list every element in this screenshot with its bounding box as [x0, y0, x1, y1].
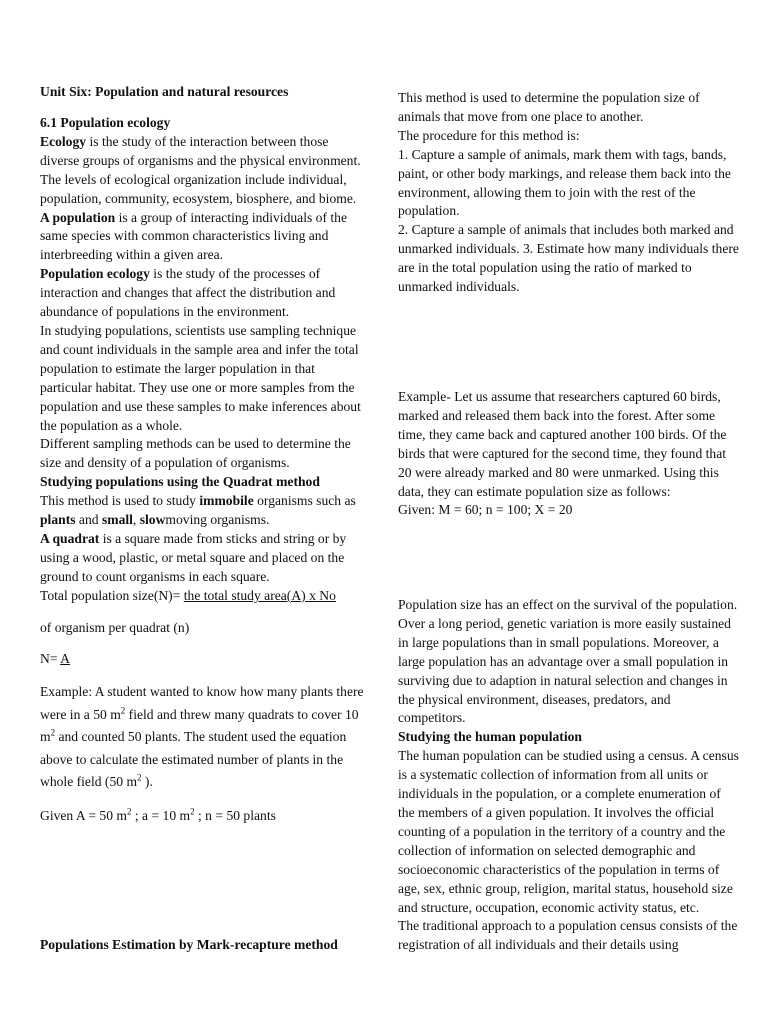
section-title: 6.1 Population ecology	[40, 115, 171, 130]
mark-recapture-block	[398, 89, 740, 297]
census-paragraph: The human population can be studied using a census. A census is a systematic collection of information from all units or individuals in the population, or a complete enumeration of the members of a given population. It involves the official counting of a population in the territory of a country and the collection of information on selected demographic and socioeconomic characteristics of the population in terms of age, sex, ethnic group, religion, marital status, household size and structure, occupation, economic activity status, etc.	[398, 748, 739, 915]
quadrat-heading: Studying populations using the Quadrat method	[40, 474, 320, 490]
population-size-paragraph: Population size has an effect on the survival of the population. Over a long period, genetic variation is more easily sustained in large populations than in small populations. Moreover, a large population has an advantage over a small population in surviving due to adaption in natural selection and changes in the physical environment, diseases, predators, and competitors.	[398, 597, 738, 726]
left-column-main	[40, 114, 370, 606]
mark-recapture-heading: Populations Estimation by Mark-recapture method	[40, 937, 338, 952]
ecology-paragraph: Ecology is the study of the interaction between those diverse groups of organisms and the physical environment.	[40, 133, 361, 168]
pop-ecology-paragraph: Population ecology is the study of the processes of interaction and changes that affect the distribution and abundance of populations in the environment.	[40, 266, 336, 320]
levels-paragraph: The levels of ecological organization include individual, population, community, ecosystem, biosphere, and biome.	[40, 171, 357, 206]
quadrat-example: Example: A student wanted to know how many plants there were in a 50 $m^2$ field and threw many quadrats to cover 10 $m^2$ and counted 50 plants. The student used the equation above to calculate the estimated number of plants in the whole field (50 $m^2$ ).	[40, 684, 364, 789]
quadrat-given: Given A = 50 $m^2$ ; a = 10 $m^2$ ; n = 50 plants	[40, 806, 276, 823]
mark-recapture-intro: This method is used to determine the population size of animals that move from one place to another.	[398, 90, 700, 124]
unit-title-block	[40, 83, 370, 102]
human-population-heading: Studying the human population	[398, 729, 582, 745]
unit-title: Unit Six: Population and natural resources	[40, 84, 289, 99]
procedure-step-2: 2. Capture a sample of animals that includes both marked and unmarked individuals. 3. Estimate how many individuals there are in the total population using the ratio of marked to unmarked individuals.	[398, 222, 739, 295]
sampling-paragraph: In studying populations, scientists use sampling technique and count individuals in the sample area and infer the total population to estimate the larger population in that particular habitat. They use one or more samples from the population and use these samples to make inferences about the population as a whole.	[40, 322, 361, 433]
population-paragraph: A population is a group of interacting individuals of the same species with common characteristics living and interbreeding within a given area.	[40, 209, 347, 263]
quadrat-definition: A quadrat is a square made from sticks and string or by using a wood, plastic, or metal square and placed on the ground to count organisms in each square.	[40, 530, 347, 584]
methods-paragraph: Different sampling methods can be used to determine the size and density of a population of organisms.	[40, 436, 351, 471]
bird-example: Example- Let us assume that researchers captured 60 birds, marked and released them back into the forest. After some time, they came back and captured another 100 birds. Of the birds that were captured for the second time, they found that 20 were already marked and 80 were unmarked. Using this data, they can estimate population size as follows:	[398, 389, 727, 499]
procedure-label: The procedure for this method is:	[398, 127, 580, 143]
ecology-term: Ecology	[40, 133, 87, 149]
population-term: A population	[40, 209, 116, 225]
formula-line: Total population size(N)= the total study area(A) x No	[40, 587, 336, 603]
bird-given: Given: M = 60; n = 100; X = 20	[398, 502, 573, 518]
procedure-step-1: 1. Capture a sample of animals, mark them with tags, bands, paint, or other body markings, and release them back into the environment, allowing them to join with the rest of the population.	[398, 146, 731, 219]
mark-recapture-example	[398, 388, 740, 520]
formula-numerator: the total study area(A) x No	[183, 587, 336, 603]
n-equation: N= A	[40, 651, 70, 666]
pop-ecology-term: Population ecology	[40, 266, 150, 282]
formula-denominator: of organism per quadrat (n)	[40, 620, 190, 635]
human-population-block	[398, 596, 740, 955]
quadrat-term: A quadrat	[40, 530, 100, 546]
quadrat-method-paragraph: This method is used to study immobile organisms such as plants and small, slowmoving organisms.	[40, 493, 356, 528]
traditional-census-paragraph: The traditional approach to a population census consists of the registration of all individuals and their details using	[398, 918, 738, 953]
